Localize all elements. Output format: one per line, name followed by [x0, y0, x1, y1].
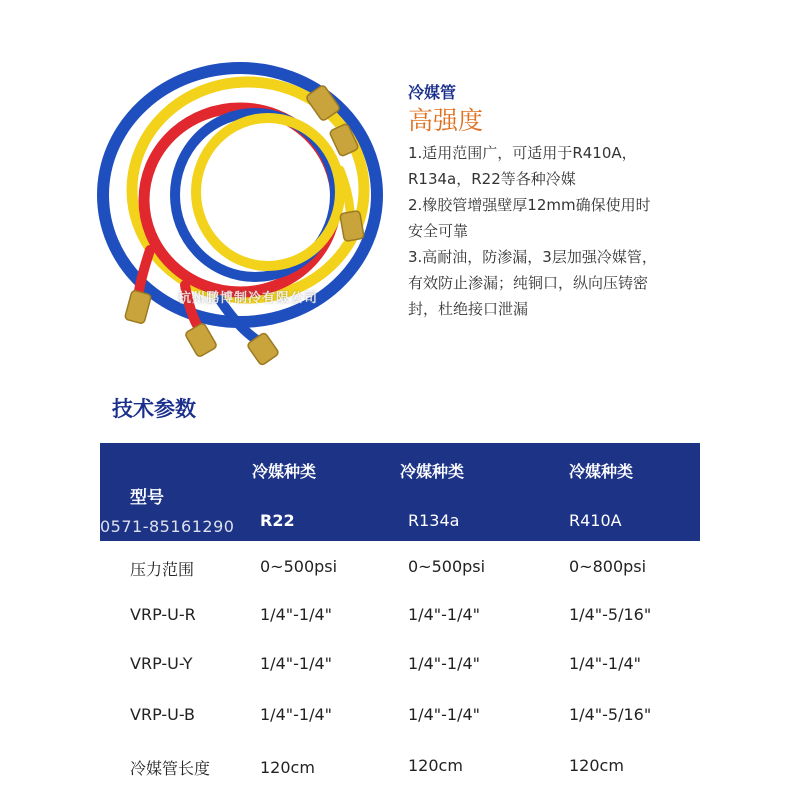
- category-header: 冷媒种类: [252, 462, 317, 481]
- feature-line: 3.高耐油，防渗漏，3层加强冷媒管，: [408, 248, 657, 266]
- feature-line: R134a，R22等各种冷媒: [408, 170, 576, 188]
- table-cell: 1/4"-1/4": [260, 705, 332, 724]
- product-subtitle: 高强度: [408, 106, 484, 135]
- refrigerant-r134a: R134a: [408, 511, 460, 530]
- table-cell: 0~500psi: [260, 557, 338, 576]
- table-cell: 120cm: [260, 758, 315, 777]
- table-cell: 0~500psi: [408, 557, 486, 576]
- category-header: 冷媒种类: [400, 462, 465, 481]
- refrigerant-r22: R22: [260, 511, 295, 530]
- table-cell: 0~800psi: [569, 557, 647, 576]
- table-cell: 1/4"-5/16": [569, 605, 652, 624]
- table-cell: 1/4"-1/4": [569, 654, 641, 673]
- table-cell-label: VRP-U-B: [130, 705, 196, 724]
- table-cell: 1/4"-5/16": [569, 705, 652, 724]
- company-watermark: 杭州鹏博制冷有限公司: [178, 291, 319, 306]
- table-cell-label: 冷媒管长度: [130, 759, 211, 778]
- category-header: 冷媒种类: [569, 462, 634, 481]
- table-cell: 1/4"-1/4": [408, 705, 480, 724]
- feature-line: 2.橡胶管增强壁厚12mm确保使用时: [408, 196, 651, 214]
- table-cell-label: VRP-U-R: [130, 605, 196, 624]
- table-cell: 1/4"-1/4": [260, 605, 332, 624]
- product-title: 冷媒管: [408, 83, 457, 102]
- table-cell: 120cm: [408, 756, 463, 775]
- feature-line: 有效防止渗漏；纯铜口，纵向压铸密: [408, 274, 649, 292]
- refrigerant-r410a: R410A: [569, 511, 622, 530]
- feature-line: 1.适用范围广，可适用于R410A，: [408, 144, 637, 162]
- table-cell-label: 压力范围: [130, 560, 195, 579]
- table-cell: 1/4"-1/4": [408, 605, 480, 624]
- feature-line: 封，杜绝接口泄漏: [408, 300, 529, 318]
- product-info: [408, 82, 708, 322]
- table-cell: 1/4"-1/4": [260, 654, 332, 673]
- table-cell-label: VRP-U-Y: [130, 654, 193, 673]
- phone-watermark: 0571-85161290: [100, 517, 235, 536]
- model-header: 型号: [130, 488, 164, 508]
- table-cell: 1/4"-1/4": [408, 654, 480, 673]
- specs-title: 技术参数: [112, 397, 196, 421]
- hose-coils-image: [90, 30, 400, 370]
- feature-line: 安全可靠: [408, 222, 469, 240]
- table-cell: 120cm: [569, 756, 624, 775]
